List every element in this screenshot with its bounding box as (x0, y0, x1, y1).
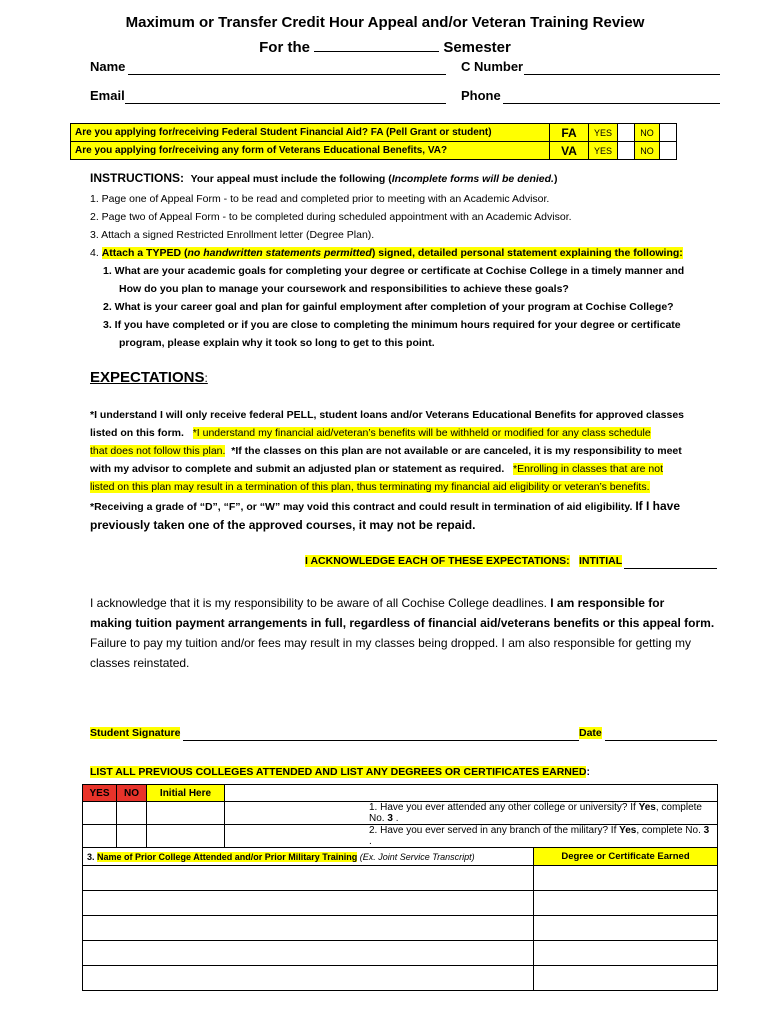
instructions-heading: INSTRUCTIONS (90, 171, 180, 185)
acknowledge-expectations-label: I ACKNOWLEDGE EACH OF THESE EXPECTATIONS: (305, 555, 570, 567)
expectation-line: previously taken one of the approved courses, it may not be repaid. (90, 518, 476, 532)
aid-question: Are you applying for/receiving Federal Student Financial Aid? FA (Pell Grant or student) (71, 124, 550, 142)
expectation-line: that does not follow this plan. *If the classes on this plan are not available or are canceled, it is my responsibility to meet (90, 445, 682, 457)
email-field[interactable] (125, 103, 446, 104)
expectation-line: listed on this plan may result in a termination of this plan, thus terminating my financial aid eligibility or veteran’s benefits. (90, 481, 650, 493)
table-row (83, 891, 718, 916)
aid-yes-box[interactable] (618, 142, 635, 160)
instruction-item-1: 1. Page one of Appeal Form - to be read and completed prior to meeting with an Academic Advisor. (90, 193, 550, 205)
student-signature-field[interactable] (183, 740, 579, 741)
expectations-heading: EXPECTATIONS (90, 369, 205, 386)
initial-label: INTITIAL (579, 555, 623, 567)
degree-cell[interactable] (534, 891, 718, 916)
colleges-heading: LIST ALL PREVIOUS COLLEGES ATTENDED AND LIST ANY DEGREES OR CERTIFICATES EARNED (90, 766, 587, 778)
aid-code: FA (550, 124, 589, 142)
table-row (83, 825, 718, 848)
instruction-sub-1-cont: How do you plan to manage your coursework and responsibilities to achieve these goals? (119, 283, 569, 295)
name-label: Name (90, 59, 126, 74)
q2-initial-box[interactable] (147, 825, 225, 848)
expectation-line: listed on this form. *I understand my financial aid/veteran’s benefits will be withheld or modified for any class schedule (90, 427, 651, 439)
college-name-cell[interactable] (83, 941, 534, 966)
initial-field[interactable] (624, 568, 717, 569)
college-name-cell[interactable] (83, 866, 534, 891)
aid-table (70, 123, 677, 160)
form-title: Maximum or Transfer Credit Hour Appeal and/or Veteran Training Review (125, 14, 645, 31)
semester-prefix: For the (259, 39, 310, 56)
table-row (83, 941, 718, 966)
instruction-item-3: 3. Attach a signed Restricted Enrollment letter (Degree Plan). (90, 229, 375, 241)
q2-no-box[interactable] (117, 825, 147, 848)
name-field[interactable] (128, 74, 446, 75)
degree-cell[interactable] (534, 916, 718, 941)
college-name-cell[interactable] (83, 916, 534, 941)
no-header: NO (117, 785, 147, 802)
aid-no-label: NO (635, 124, 660, 142)
q1-no-box[interactable] (117, 802, 147, 825)
q1-yes-box[interactable] (83, 802, 117, 825)
expectations-heading-line: EXPECTATIONS: (90, 369, 208, 386)
instructions-intro: Your appeal must include the following (Incomplete forms will be denied.) (190, 173, 558, 185)
student-signature-label: Student Signature (90, 727, 181, 739)
instruction-sub-3: 3. If you have completed or if you are close to completing the minimum hours required for your degree or certificate (103, 319, 681, 331)
college-name-cell[interactable] (83, 891, 534, 916)
acknowledge-line: I acknowledge that it is my responsibility to be aware of all Cochise College deadlines. I am responsible for (90, 596, 665, 610)
table-row (83, 848, 718, 866)
yes-header: YES (83, 785, 117, 802)
expectation-line: *I understand I will only receive federal PELL, student loans and/or Veterans Educational Benefits for approved classes (90, 409, 685, 421)
q2-yes-box[interactable] (83, 825, 117, 848)
instruction-sub-2: 2. What is your career goal and plan for gainful employment after completion of your program at Cochise College? (103, 301, 674, 313)
cnumber-label: C Number (461, 59, 524, 74)
question-2: 2. Have you ever served in any branch of the military? If Yes, complete No. 3 . (225, 825, 718, 848)
colleges-heading-line: LIST ALL PREVIOUS COLLEGES ATTENDED AND LIST ANY DEGREES OR CERTIFICATES EARNED: (90, 766, 590, 778)
aid-yes-label: YES (589, 124, 618, 142)
aid-question: Are you applying for/receiving any form of Veterans Educational Benefits, VA? (71, 142, 550, 160)
phone-field[interactable] (503, 103, 720, 104)
aid-no-label: NO (635, 142, 660, 160)
acknowledge-line: making tuition payment arrangements in full, regardless of financial aid/veterans benefits or this appeal form. (90, 616, 715, 630)
college-name-header: 3. Name of Prior College Attended and/or Prior Military Training (Ex. Joint Service Transcript) (83, 848, 534, 866)
table-row-blank (225, 785, 718, 802)
semester-input[interactable] (314, 37, 439, 52)
aid-no-box[interactable] (660, 142, 677, 160)
question-1: 1. Have you ever attended any other college or university? If Yes, complete No. 3 . (225, 802, 718, 825)
expectation-line: with my advisor to complete and submit an adjusted plan or statement as required. *Enrolling in classes that are not (90, 463, 664, 475)
table-row (83, 966, 718, 991)
colleges-table (82, 784, 718, 991)
degree-cell[interactable] (534, 966, 718, 991)
aid-no-box[interactable] (660, 124, 677, 142)
degree-cell[interactable] (534, 941, 718, 966)
date-field[interactable] (605, 740, 717, 741)
aid-yes-label: YES (589, 142, 618, 160)
instructions-heading-line: INSTRUCTIONS: Your appeal must include the following (Incomplete forms will be denied.) (90, 171, 558, 185)
table-row (83, 916, 718, 941)
acknowledge-line: classes reinstated. (90, 656, 190, 670)
aid-row-va (71, 142, 677, 160)
aid-code: VA (550, 142, 589, 160)
instruction-sub-3-cont: program, please explain why it took so long to get to this point. (119, 337, 435, 349)
instruction-sub-1: 1. What are your academic goals for completing your degree or certificate at Cochise College in a timely manner and (103, 265, 685, 277)
instruction-item-4: 4. Attach a TYPED (no handwritten statements permitted) signed, detailed personal statement explaining the following: (90, 247, 683, 259)
email-label: Email (90, 88, 125, 103)
date-label: Date (579, 727, 602, 739)
initial-here-header: Initial Here (147, 785, 225, 802)
college-name-cell[interactable] (83, 966, 534, 991)
table-row (83, 802, 718, 825)
semester-suffix: Semester (443, 39, 511, 56)
q1-initial-box[interactable] (147, 802, 225, 825)
aid-yes-box[interactable] (618, 124, 635, 142)
aid-row-fa (71, 124, 677, 142)
acknowledge-line: Failure to pay my tuition and/or fees may result in my classes being dropped. I am also responsible for getting my (90, 636, 691, 650)
instruction-item-2: 2. Page two of Appeal Form - to be completed during scheduled appointment with an Academic Advisor. (90, 211, 572, 223)
cnumber-field[interactable] (524, 74, 720, 75)
table-row (83, 785, 718, 802)
table-row (83, 866, 718, 891)
degree-cell[interactable] (534, 866, 718, 891)
phone-label: Phone (461, 88, 501, 103)
semester-line (0, 37, 770, 56)
degree-header: Degree or Certificate Earned (534, 848, 718, 866)
expectation-line: *Receiving a grade of “D”, “F”, or “W” may void this contract and could result in termination of aid eligibility. If I have (90, 499, 680, 513)
